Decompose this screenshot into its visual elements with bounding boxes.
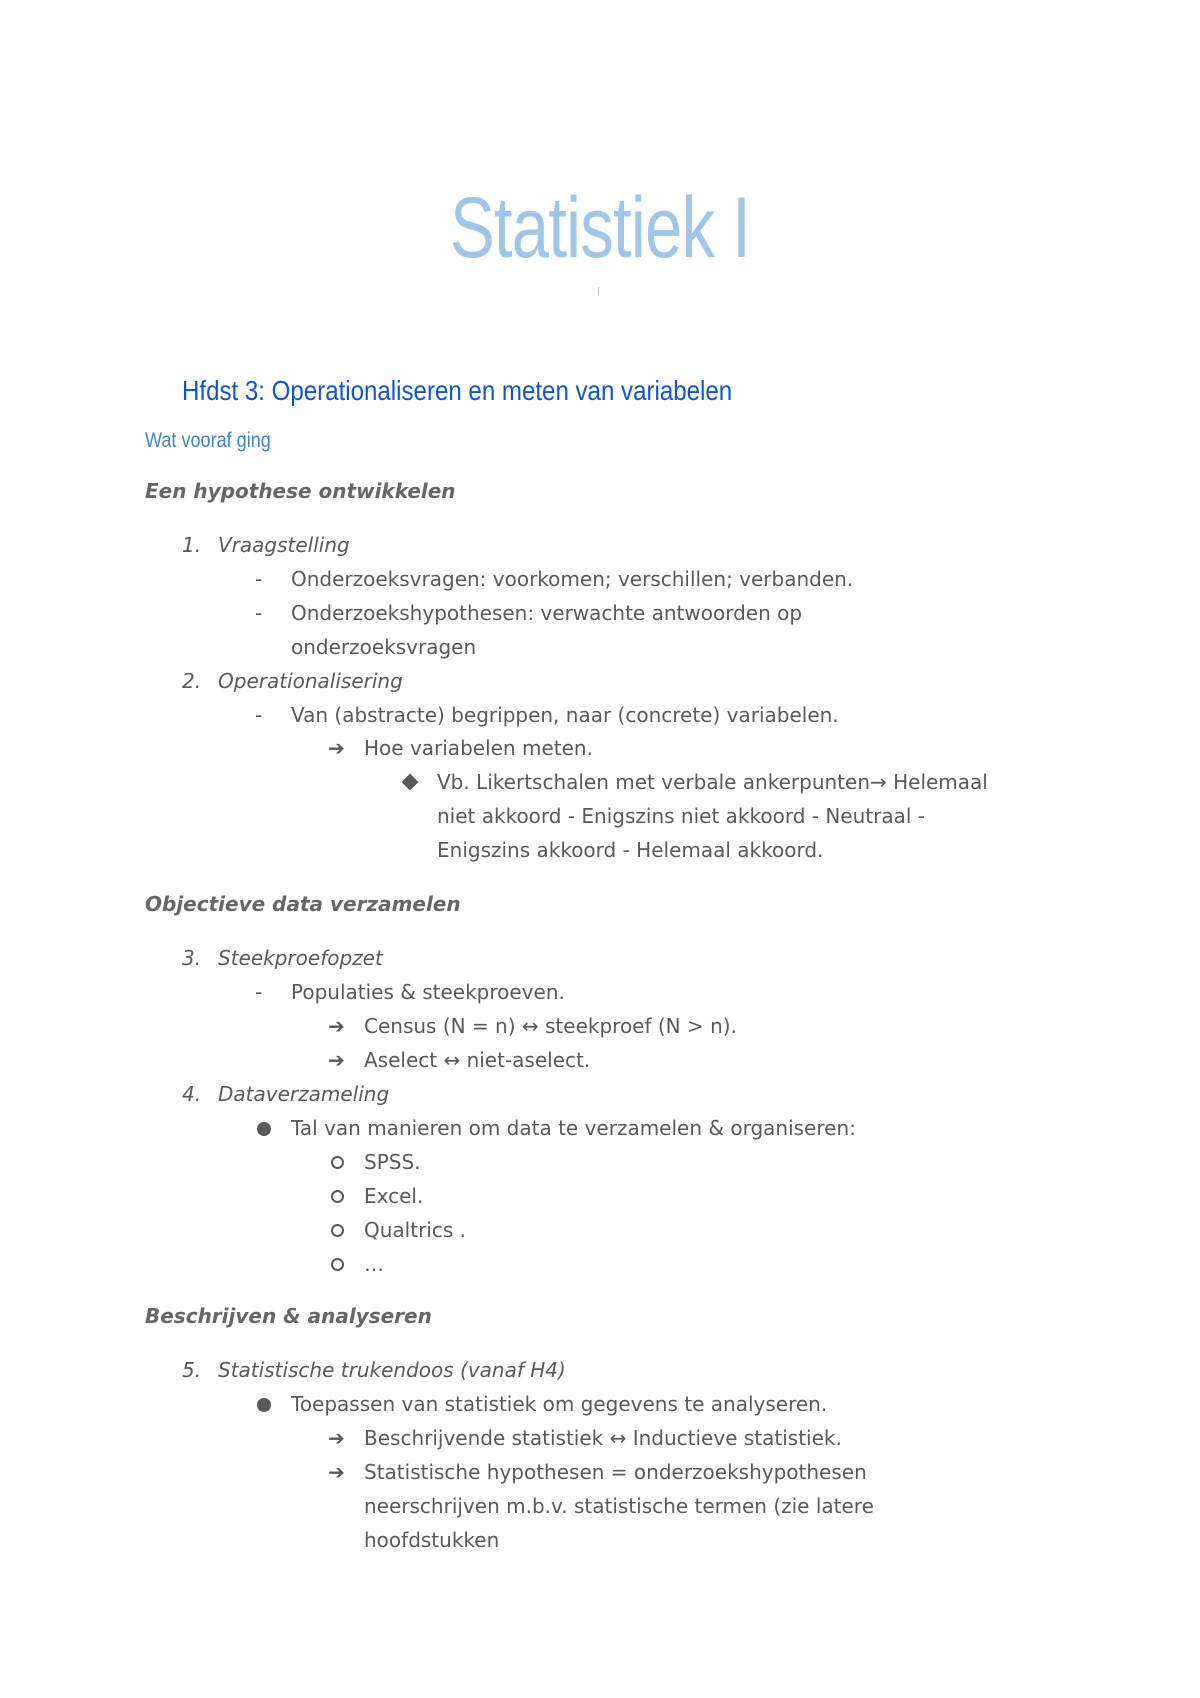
arrow-bullet-icon: ➔ bbox=[328, 1460, 345, 1484]
section-heading: Een hypothese ontwikkelen bbox=[145, 479, 456, 503]
disc-bullet-icon bbox=[257, 1398, 271, 1412]
document-title: Statistiek I bbox=[449, 180, 751, 276]
list-number: 2. bbox=[182, 669, 202, 693]
disc-item-text: Tal van manieren om data te verzamelen & organiseren: bbox=[291, 1116, 856, 1140]
arrow-item-text: Statistische hypothesen = onderzoekshypothesen bbox=[364, 1460, 867, 1484]
section-heading: Objectieve data verzamelen bbox=[145, 892, 461, 916]
list-number: 3. bbox=[182, 946, 202, 970]
section-heading: Beschrijven & analyseren bbox=[145, 1304, 432, 1328]
arrow-item-text: Beschrijvende statistiek ↔ Inductieve statistiek. bbox=[364, 1426, 842, 1450]
disc-item-text: Toepassen van statistiek om gegevens te analyseren. bbox=[291, 1392, 828, 1416]
bullet-text: Populaties & steekproeven. bbox=[291, 980, 565, 1004]
list-item-label: Vraagstelling bbox=[218, 533, 350, 557]
arrow-bullet-icon: ➔ bbox=[328, 1014, 345, 1038]
circle-item-text: Excel. bbox=[364, 1184, 424, 1208]
circle-item-text: Qualtrics . bbox=[364, 1218, 466, 1242]
dash-marker: - bbox=[255, 567, 263, 591]
list-number: 4. bbox=[182, 1082, 202, 1106]
bullet-text: Onderzoekshypothesen: verwachte antwoorden op bbox=[291, 601, 803, 625]
list-number: 5. bbox=[182, 1358, 202, 1382]
arrow-item-text: Aselect ↔ niet-aselect. bbox=[364, 1048, 591, 1072]
circle-bullet-icon bbox=[331, 1258, 344, 1271]
dash-marker: - bbox=[255, 980, 263, 1004]
list-item-label: Dataverzameling bbox=[218, 1082, 390, 1106]
title-divider-mark bbox=[598, 287, 599, 295]
arrow-bullet-icon: ➔ bbox=[328, 736, 345, 760]
diamond-item-text: Vb. Likertschalen met verbale ankerpunten→ Helemaal bbox=[437, 770, 988, 794]
arrow-item-text: Hoe variabelen meten. bbox=[364, 736, 593, 760]
bullet-text: Van (abstracte) begrippen, naar (concrete) variabelen. bbox=[291, 703, 839, 727]
arrow-bullet-icon: ➔ bbox=[328, 1048, 345, 1072]
circle-bullet-icon bbox=[331, 1224, 344, 1237]
circle-item-text: SPSS. bbox=[364, 1150, 421, 1174]
subheading: Wat vooraf ging bbox=[145, 429, 271, 452]
diamond-item-text-continued: Enigszins akkoord - Helemaal akkoord. bbox=[437, 838, 824, 862]
dash-marker: - bbox=[255, 601, 263, 625]
circle-item-text: … bbox=[364, 1252, 384, 1276]
arrow-bullet-icon: ➔ bbox=[328, 1426, 345, 1450]
list-item-label: Operationalisering bbox=[218, 669, 403, 693]
disc-bullet-icon bbox=[257, 1122, 271, 1136]
circle-bullet-icon bbox=[331, 1156, 344, 1169]
arrow-item-text-continued: neerschrijven m.b.v. statistische termen (zie latere bbox=[364, 1494, 874, 1518]
list-item-label: Statistische trukendoos (vanaf H4) bbox=[218, 1358, 566, 1382]
list-item-label: Steekproefopzet bbox=[218, 946, 383, 970]
bullet-text: Onderzoeksvragen: voorkomen; verschillen; verbanden. bbox=[291, 567, 854, 591]
diamond-bullet-icon bbox=[402, 774, 419, 791]
arrow-item-text: Census (N = n) ↔ steekproef (N > n). bbox=[364, 1014, 737, 1038]
list-number: 1. bbox=[182, 533, 202, 557]
chapter-heading: Hfdst 3: Operationaliseren en meten van variabelen bbox=[182, 375, 733, 406]
arrow-item-text-continued: hoofdstukken bbox=[364, 1528, 500, 1552]
circle-bullet-icon bbox=[331, 1190, 344, 1203]
bullet-text-continued: onderzoeksvragen bbox=[291, 635, 477, 659]
dash-marker: - bbox=[255, 703, 263, 727]
diamond-item-text-continued: niet akkoord - Enigszins niet akkoord - Neutraal - bbox=[437, 804, 925, 828]
